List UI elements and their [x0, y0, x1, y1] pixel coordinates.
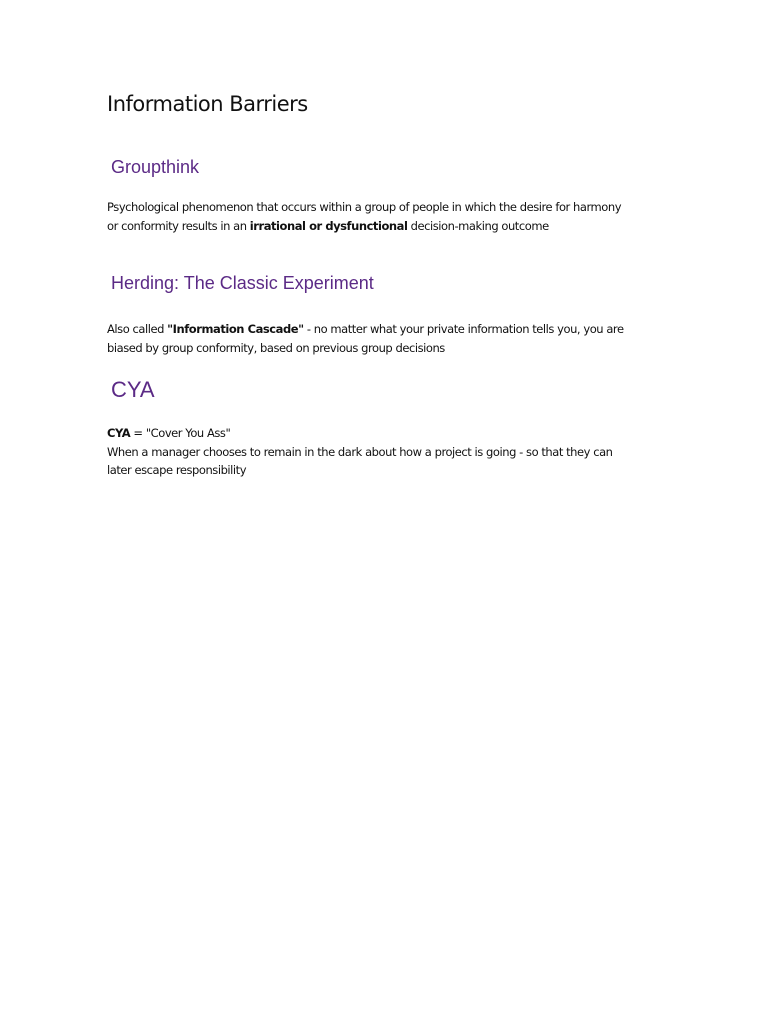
body-line: Psychological phenomenon that occurs within a group of people in which the desire for harmony — [107, 200, 622, 214]
page-title: Information Barriers — [107, 92, 308, 116]
body-line: When a manager chooses to remain in the dark about how a project is going - so that they can — [107, 444, 613, 459]
section-body-groupthink — [107, 198, 667, 235]
body-line: later escape responsibility — [107, 463, 247, 477]
section-heading-cya: CYA — [111, 377, 155, 402]
body-line: biased by group conformity, based on previous group decisions — [107, 340, 445, 355]
body-line: Also called "Information Cascade" - no matter what your private information tells you, you are — [107, 322, 624, 336]
section-heading-groupthink: Groupthink — [111, 157, 200, 177]
body-line: CYA = "Cover You Ass" — [107, 426, 231, 440]
section-heading-herding: Herding: The Classic Experiment — [111, 273, 374, 293]
emphasis-text: irrational or dysfunctional — [249, 218, 408, 233]
section-body-herding — [107, 320, 667, 357]
emphasis-text: CYA — [107, 426, 131, 440]
emphasis-text: "Information Cascade" — [167, 322, 304, 336]
body-line: or conformity results in an irrational or dysfunctional decision-making outcome — [107, 218, 549, 233]
section-body-cya — [107, 424, 667, 480]
